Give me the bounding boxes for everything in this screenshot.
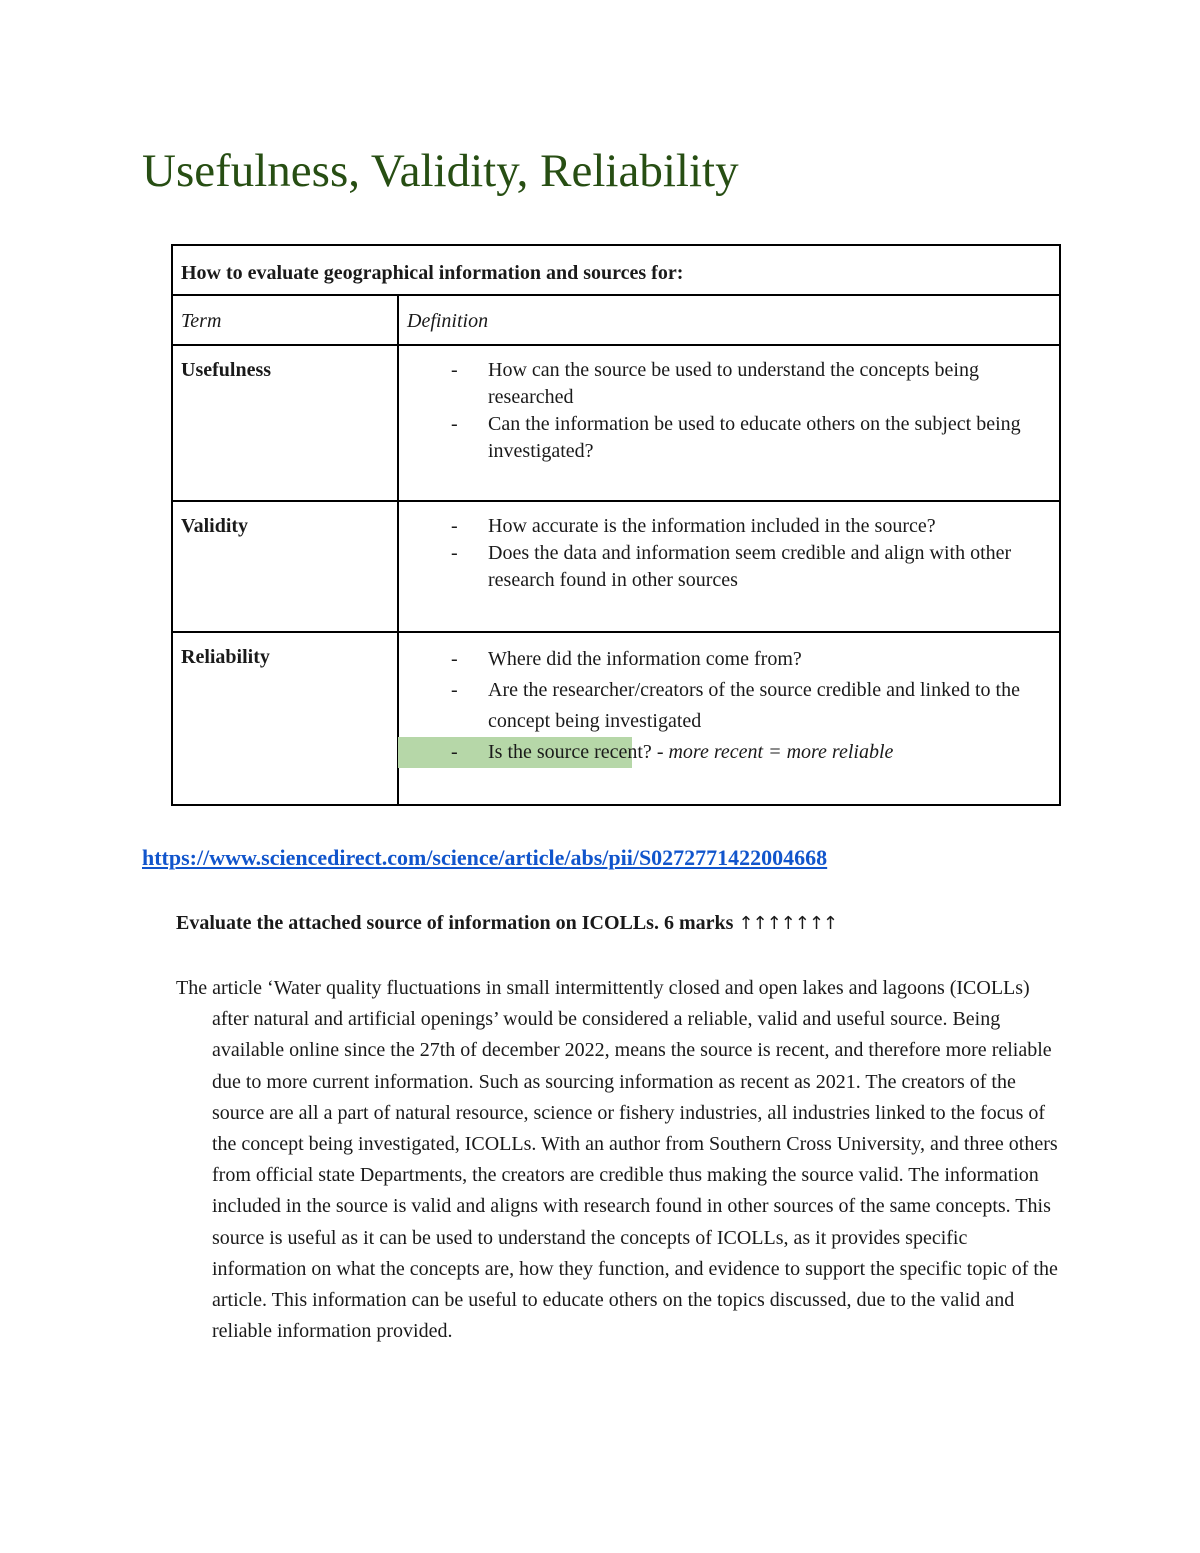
question-heading <box>176 912 837 935</box>
bullet-text: Are the researcher/creators of the source credible and linked to the concept being investigated <box>488 679 1020 732</box>
source-link[interactable]: https://www.sciencedirect.com/science/article/abs/pii/S0272771422004668 <box>142 845 828 870</box>
table-header: How to evaluate geographical information and sources for: <box>172 245 1060 295</box>
bullet-text: Does the data and information seem credible and align with other research found in other sources <box>488 542 1012 591</box>
bullet-text: Can the information be used to educate others on the subject being investigated? <box>488 413 1021 462</box>
bullet-text: How accurate is the information included in the source? <box>488 515 936 537</box>
highlighted-list-item: - Is the source recent? - more recent = more reliable <box>443 737 1051 768</box>
definition-list <box>407 513 1051 594</box>
definition-list <box>407 644 1051 768</box>
list-item: - Are the researcher/creators of the source credible and linked to the concept being investigated <box>451 679 1020 732</box>
definition-validity <box>398 501 1060 632</box>
question-text: Evaluate the attached source of information on ICOLLs. 6 marks <box>176 912 734 934</box>
table-row-validity <box>172 501 1060 632</box>
list-item: - Can the information be used to educate others on the subject being investigated? <box>451 413 1021 462</box>
column-header-definition: Definition <box>398 295 1060 345</box>
definition-list <box>407 357 1051 465</box>
bullet-text: Where did the information come from? <box>488 648 802 670</box>
list-item: - How can the source be used to understand the concepts being researched <box>451 359 979 408</box>
bullet-text: How can the source be used to understand the concepts being researched <box>488 359 979 408</box>
page-title: Usefulness, Validity, Reliability <box>142 145 739 197</box>
table-header-row <box>172 245 1060 295</box>
definition-reliability <box>398 632 1060 805</box>
list-item: - Does the data and information seem credible and align with other research found in other sources <box>451 542 1012 591</box>
column-header-term: Term <box>172 295 398 345</box>
answer-paragraph: The article ‘Water quality fluctuations in small intermittently closed and open lakes and lagoons (ICOLLs) after natural and artificial openings’ would be considered a reliable, valid and useful source. Being available online since the 27th of december 2022, means the source is recent, and therefore more reliable due to more current information. Such as sourcing information as recent as 2021. The creators of the source are all a part of natural resource, science or fishery industries, all industries linked to the focus of the concept being investigated, ICOLLs. With an author from Southern Cross University, and three others from official state Departments, the creators are credible thus making the source valid. The information included in the source is valid and aligns with research found in other sources of the same concepts. This source is useful as it can be used to understand the concepts of ICOLLs, as it provides specific information on what the concepts are, how they function, and evidence to support the specific topic of the article. This information can be useful to educate others on the topics discussed, due to the valid and reliable information provided. <box>176 977 1058 1343</box>
evaluation-table <box>171 244 1061 806</box>
highlighted-text: Is the source recent? <box>488 741 652 763</box>
term-validity: Validity <box>172 501 398 632</box>
arrow-icons: ↑↑↑↑↑↑↑ <box>738 913 837 934</box>
term-reliability: Reliability <box>172 632 398 805</box>
list-item: - Where did the information come from? <box>451 648 802 670</box>
note-separator: - <box>651 741 669 763</box>
list-item: - How accurate is the information included in the source? <box>451 515 936 537</box>
table-row-usefulness <box>172 345 1060 501</box>
column-header-row <box>172 295 1060 345</box>
definition-usefulness <box>398 345 1060 501</box>
table-row-reliability <box>172 632 1060 805</box>
term-usefulness: Usefulness <box>172 345 398 501</box>
italic-note: more recent = more reliable <box>668 741 894 763</box>
